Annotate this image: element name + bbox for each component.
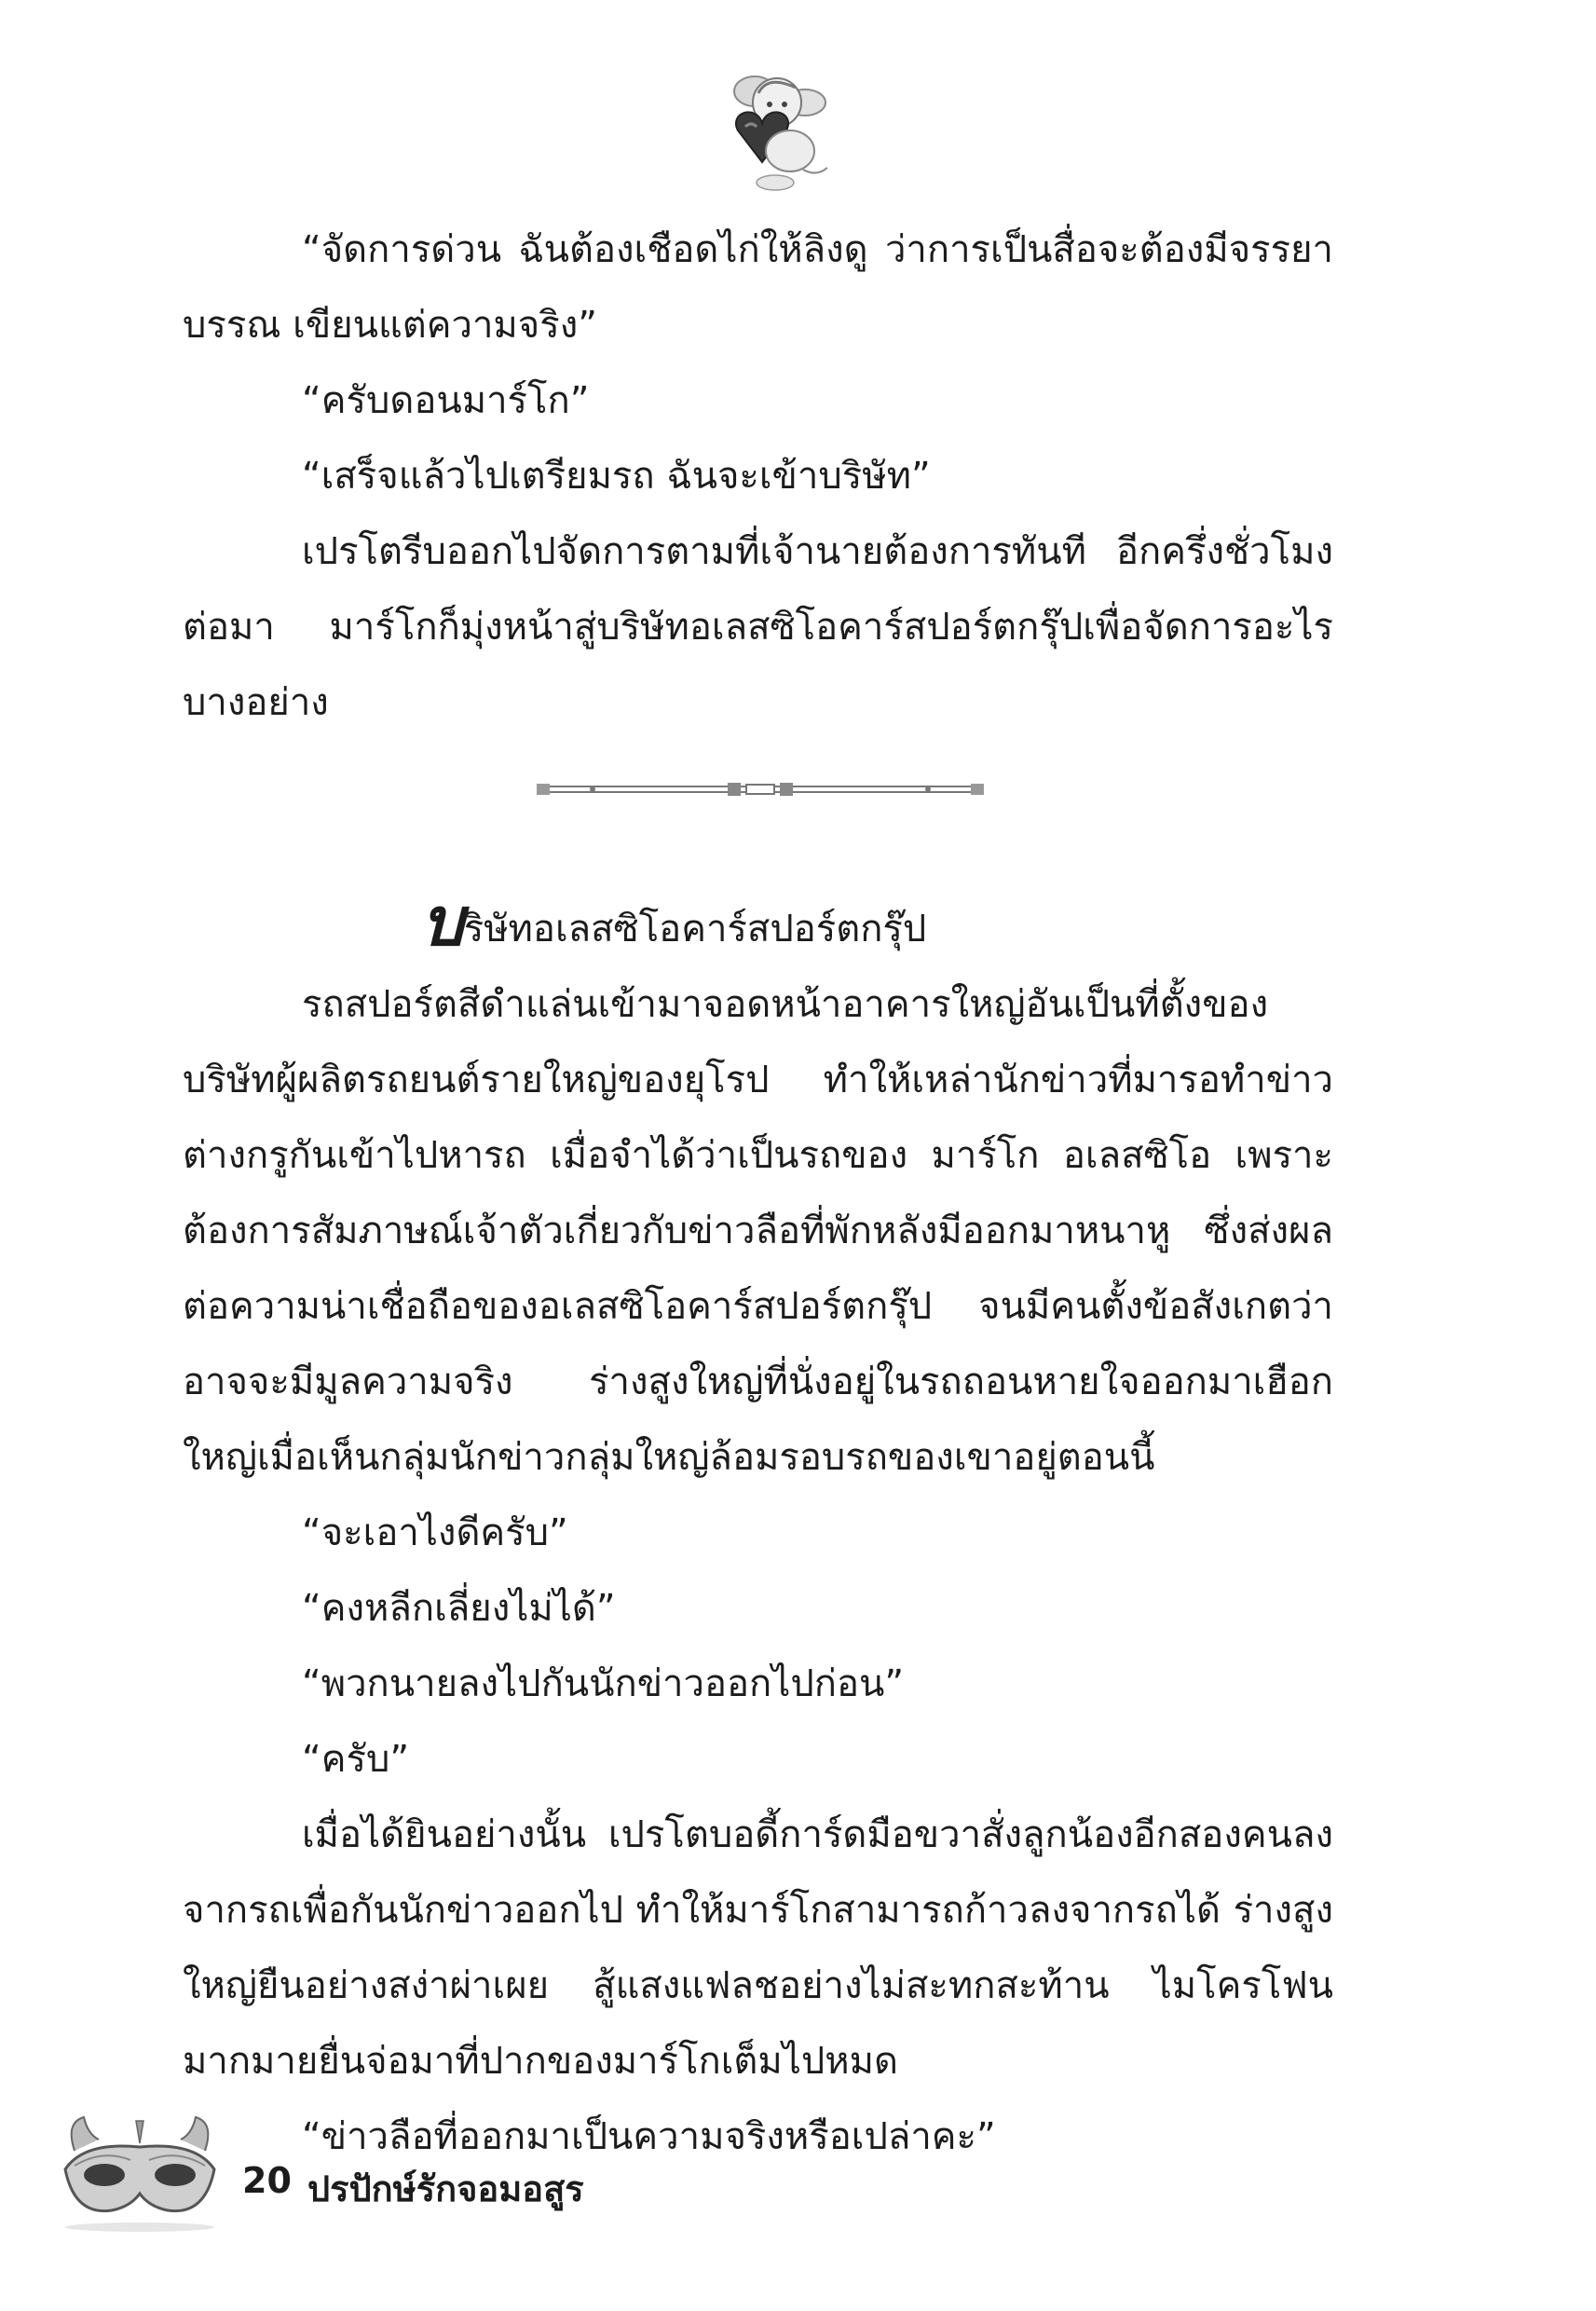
paragraph: “พวกนายลงไปกันนักข่าวออกไปก่อน”	[302, 1662, 905, 1705]
paragraph: “ครับ”	[302, 1738, 410, 1781]
paragraph: “จะเอาไงดีครับ”	[302, 1511, 568, 1554]
paragraph: เปรโตรีบออกไปจัดการตามที่เจ้านายต้องการทันที อีกครึ่งชั่วโมงต่อมา มาร์โกก็มุ่งหน้าสู่บริษัทอเลสซิโอคาร์สปอร์ตกรุ๊ปเพื่อจัดการอะไรบางอย่าง	[183, 530, 1333, 724]
book-title: ปรปักษ์รักจอมอสูร	[307, 2168, 584, 2209]
paragraph: รถสปอร์ตสีดำแล่นเข้ามาจอดหน้าอาคารใหญ่อันเป็นที่ตั้งของบริษัทผู้ผลิตรถยนต์รายใหญ่ของยุโรป ทำให้เหล่านักข่าวที่มารอทำข่าวต่างกรูกันเข้าไปหารถ เมื่อจำได้ว่าเป็นรถของ มาร์โก อเลสซิโอ เพราะต้องการสัมภาษณ์เจ้าตัวเกี่ยวกับข่าวลือที่พักหลังมีออกมาหนาหู ซึ่งส่งผลต่อความน่าเชื่อถือของอเลสซิโอคาร์สปอร์ตกรุ๊ป จนมีคนตั้งข้อสังเกตว่าอาจจะมีมูลความจริง ร่างสูงใหญ่ที่นั่งอยู่ในรถถอนหายใจออกมาเฮือกใหญ่เมื่อเห็นกลุ่มนักข่าวกลุ่มใหญ่ล้อมรอบรถของเขาอยู่ตอนนี้	[183, 983, 1333, 1479]
paragraph: “ข่าวลือที่ออกมาเป็นความจริงหรือเปล่าคะ”	[302, 2115, 996, 2158]
paragraph: “จัดการด่วน ฉันต้องเชือดไก่ให้ลิงดู ว่าการเป็นสื่อจะต้องมีจรรยาบรรณ เขียนแต่ความจริง”	[183, 228, 1333, 347]
section-heading-rest: ริษัทอเลสซิโอคาร์สปอร์ตกรุ๊ป	[463, 908, 927, 950]
page-footer	[47, 2113, 699, 2263]
page-number: 20	[242, 2160, 292, 2201]
drop-cap: บ	[421, 882, 464, 961]
cupid-with-heart-icon	[701, 65, 840, 196]
ornamental-divider	[183, 741, 1333, 892]
section-heading	[183, 882, 1333, 967]
paragraph: “ครับดอนมาร์โก”	[302, 379, 590, 422]
paragraph: “คงหลีกเลี่ยงไม่ได้”	[302, 1587, 616, 1630]
paragraph: เมื่อได้ยินอย่างนั้น เปรโตบอดี้การ์ดมือขวาสั่งลูกน้องอีกสองคนลงจากรถเพื่อกันนักข่าวออกไป ทำให้มาร์โกสามารถก้าวลงจากรถได้ ร่างสูงใหญ่ยืนอย่างสง่าผ่าเผย สู้แสงแฟลชอย่างไม่สะทกสะท้าน ไมโครโฟนมากมายยื่นจ่อมาที่ปากของมาร์โกเต็มไปหมด	[183, 1813, 1333, 2083]
body-text	[183, 212, 1333, 2175]
paragraph: “เสร็จแล้วไปเตรียมรถ ฉันจะเข้าบริษัท”	[302, 455, 931, 498]
masquerade-mask-icon	[47, 2113, 233, 2235]
divider-ornament-icon	[537, 778, 984, 800]
